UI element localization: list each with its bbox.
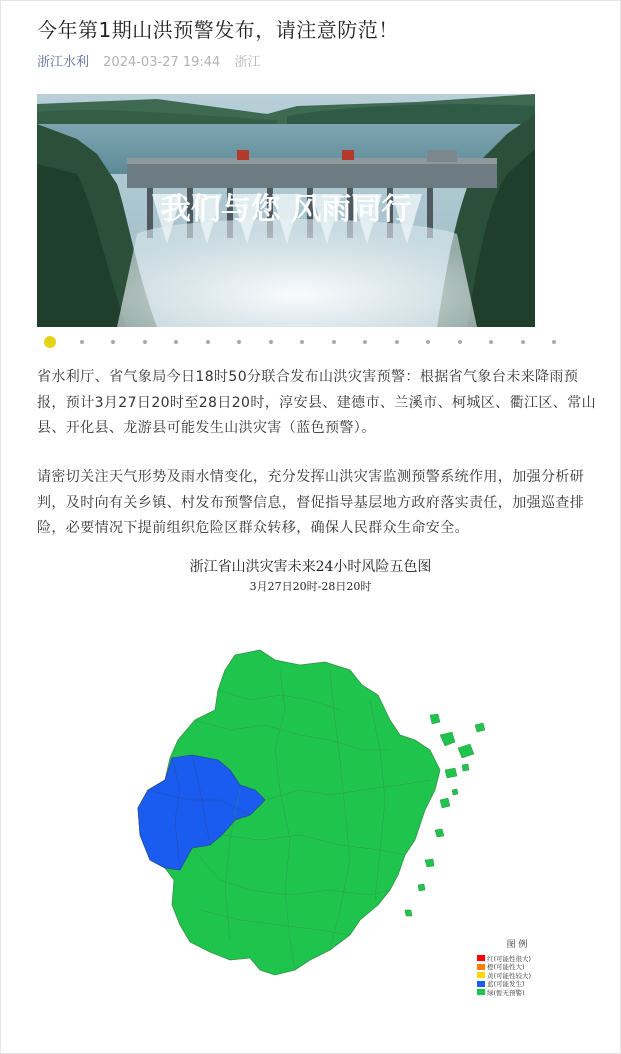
publish-date: 2024-03-27 19:44	[103, 55, 221, 70]
carousel-dot[interactable]	[237, 340, 241, 344]
carousel-dot[interactable]	[206, 340, 210, 344]
article-title: 今年第1期山洪预警发布，请注意防范！	[37, 18, 399, 42]
carousel-dot[interactable]	[269, 340, 273, 344]
carousel-dot[interactable]	[363, 340, 367, 344]
legend-label: 黄(可能性较大)	[487, 971, 532, 980]
legend-label: 绿(暂无预警)	[487, 988, 525, 997]
legend-item	[477, 963, 557, 972]
carousel-dot[interactable]	[174, 340, 178, 344]
paragraph-warning: 省水利厅、省气象局今日18时50分联合发布山洪灾害预警：根据省气象台未来降雨预报，预计3月27日20时至28日20时，淳安县、建德市、兰溪市、柯城区、衢江区、常山县、开化县、龙游县可能发生山洪灾害（蓝色预警）。	[37, 369, 596, 436]
map-subtitle: 3月27日20时-28日20时	[249, 580, 372, 593]
legend-label: 红(可能性很大)	[487, 954, 532, 963]
legend-swatch-blue	[477, 981, 485, 987]
carousel-dot[interactable]	[300, 340, 304, 344]
legend-label: 蓝(可能发生)	[487, 980, 525, 989]
dam-spillway-image	[37, 94, 535, 327]
account-name-link[interactable]: 浙江水利	[37, 55, 90, 70]
carousel-dot[interactable]	[143, 340, 147, 344]
map-title: 浙江省山洪灾害未来24小时风险五色图	[189, 559, 432, 575]
legend-item	[477, 988, 557, 997]
carousel-dot[interactable]	[44, 336, 56, 348]
article-meta	[37, 51, 260, 70]
carousel-dot[interactable]	[426, 340, 430, 344]
legend-item	[477, 971, 557, 980]
carousel-dot[interactable]	[521, 340, 525, 344]
legend-title: 图 例	[506, 940, 528, 950]
legend-swatch-orange	[477, 964, 485, 970]
carousel-dot[interactable]	[489, 340, 493, 344]
carousel-dot[interactable]	[111, 340, 115, 344]
legend-label: 橙(可能性大)	[487, 963, 525, 972]
carousel-indicator[interactable]	[44, 336, 564, 350]
carousel-dot[interactable]	[80, 340, 84, 344]
legend-swatch-yellow	[477, 972, 485, 978]
carousel-dot[interactable]	[395, 340, 399, 344]
legend-item	[477, 980, 557, 989]
carousel-dot[interactable]	[552, 340, 556, 344]
carousel-dot[interactable]	[458, 340, 462, 344]
legend-swatch-green	[477, 989, 485, 995]
banner-image[interactable]	[37, 94, 535, 327]
banner-slogan: 我们与您 风雨同行	[160, 192, 412, 227]
legend-swatch-red	[477, 955, 485, 961]
carousel-dot[interactable]	[332, 340, 336, 344]
paragraph-instructions: 请密切关注天气形势及雨水情变化，充分发挥山洪灾害监测预警系统作用，加强分析研判，及时向有关乡镇、村发布预警信息，督促指导基层地方政府落实责任，加强巡查排险，必要情况下提前组织危险区群众转移，确保人民群众生命安全。	[37, 469, 585, 536]
map-legend	[477, 937, 557, 997]
publish-location: 浙江	[234, 55, 261, 70]
legend-item	[477, 954, 557, 963]
